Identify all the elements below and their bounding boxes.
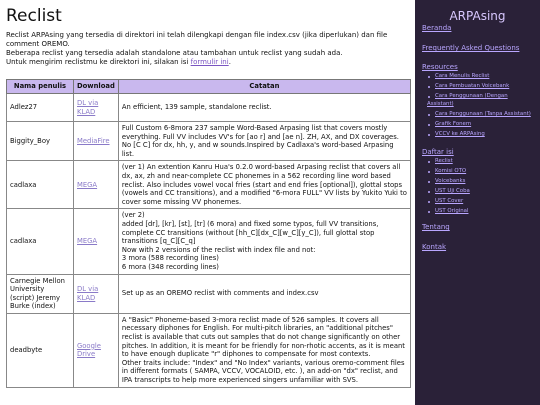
intro-line-2: Beberapa reclist yang tersedia adalah standalone atau tambahan untuk reclist yang sudah ada. [6,49,343,57]
nav-ust-cover[interactable]: UST Cover [435,198,464,204]
nav-grafik-fonem[interactable]: Grafik Fonem [435,121,472,127]
table-header-row [7,80,411,94]
note-line: Now with 2 versions of the reclist with index file and not: [121,245,316,254]
table-row [7,274,411,313]
download-link[interactable]: MEGA [77,237,98,246]
nav-kontak[interactable]: Kontak [422,243,447,251]
author-cell: Carnegie Mellon University (script) Jeremy Burke (index) [7,274,74,313]
intro-line-3 [6,58,411,67]
nav-komisi-oto[interactable]: Komisi OTO [435,168,467,174]
download-link[interactable]: MEGA [77,180,98,189]
author-cell: Biggity_Boy [7,122,74,161]
author-cell: deadbyte [7,313,74,387]
table-row [7,209,411,274]
download-link[interactable]: MediaFire [77,136,110,145]
note-line: (ver 2) [121,211,145,220]
nav-cara-penggunaan-assistant[interactable]: Cara Penggunaan (Dengan [435,93,508,99]
table-row [7,94,411,122]
note-cell: (ver 1) An extention Kanru Hua's 0.2.0 word-based Arpasing reclist that covers all dx, ax, zh and near-complete CC phonemes in a 562 recording line word based reclist. Also includes vowel vocal fries (start and end fries [optional]), glottal stops (vowels and CC transitions), and a modified "6-mora FULL" VV lists by Yukito Yuki to cover some missing VV phonemes. [118,161,410,209]
download-link[interactable]: DL via KLAD [77,98,99,116]
bullet-icon [428,114,430,116]
nav-daftar-isi[interactable]: Daftar isi [422,148,454,156]
note-line: 3 mora (588 recording lines) [121,254,219,263]
download-cell [74,313,119,387]
nav-tentang[interactable]: Tentang [422,223,450,231]
site-title[interactable]: ARPAsing [449,9,506,23]
nav-ust-uji-coba[interactable]: UST Uji Coba [435,188,470,194]
note-cell [118,209,410,274]
table-row [7,122,411,161]
nav-cara-penggunaan-tanpa-assistant[interactable]: Cara Penggunaan (Tanpa Assistant) [435,111,531,117]
nav-voicebanks[interactable]: Voicebanks [435,178,466,184]
table-row [7,161,411,209]
bullet-icon [428,161,430,163]
bullet-icon [428,124,430,126]
nav-cara-pembuatan-voicebank[interactable]: Cara Pembuatan Voicebank [435,83,510,89]
nav-cara-penggunaan-assistant-cont[interactable]: Assistant) [427,101,454,107]
nav-cara-menulis-reclist[interactable]: Cara Menulis Reclist [435,73,490,79]
bullet-icon [428,211,430,213]
author-cell: cadlaxa [7,161,74,209]
download-cell [74,274,119,313]
header-download: Download [74,80,119,94]
note-cell: An efficient, 139 sample, standalone reclist. [118,94,410,122]
form-link[interactable]: formulir ini [190,58,229,66]
note-cell: Full Custom 6-8mora 237 sample Word-Based Arpasing list that covers mostly everything. Full VV includes VV's for [ao r] and [ae n]. ZH, AX, and DX coverages. No [C C] for dx, hh, y, and w sounds.Inspired by Cadlaxa's word-based Arpasing list. [118,122,410,161]
header-notes: Catatan [118,80,410,94]
bullet-icon [428,201,430,203]
intro-line-3-text: Untuk mengirim reclistmu ke direktori ini, silakan isi [6,58,191,66]
sidebar [415,0,540,405]
nav-reclist[interactable]: Reclist [435,158,453,164]
author-cell: cadlaxa [7,209,74,274]
download-link[interactable]: DL via KLAD [77,285,99,302]
download-link[interactable]: Google Drive [77,341,101,359]
download-cell [74,161,119,209]
bullet-icon [428,86,430,88]
nav-vccv-ke-arpasing[interactable]: VCCV ke ARPAsing [435,131,485,137]
bullet-icon [428,191,430,193]
header-author: Nama penulis [7,80,74,94]
intro-line-1: Reclist ARPAsing yang tersedia di direktori ini telah dilengkapi dengan file index.csv (jika diperlukan) dan file comment OREMO. [6,31,388,48]
intro-line-3-end: . [228,58,231,66]
nav-faq[interactable]: Frequently Asked Questions [422,44,520,52]
nav-beranda[interactable]: Beranda [422,24,452,32]
author-cell: Adlez27 [7,94,74,122]
bullet-icon [428,181,430,183]
note-line: A "Basic" Phoneme-based 3-mora reclist made of 526 samples. It covers all necessary diphones for English. For multi-pitch libraries, an "additional pitches" reclist is available that cuts out samples that do not change significantly on other pitches. In addition, it is meant for be friendly for non-rhotic accents, as it is meant to have enough duplicate "r" diphones to compensate for most contexts. [121,315,405,359]
note-cell: Set up as an OREMO reclist with comments and index.csv [118,274,410,313]
download-cell [74,209,119,274]
bullet-icon [428,171,430,173]
nav-ust-original[interactable]: UST Original [435,208,469,214]
note-line: added [dr], [kr], [st], [tr] (6 mora) and fixed some typos, full VV transitions, complete CC transitions (without [hh_C][dx_C][w_C][y_C]), full glottal stop transitions [q_C][C_q] [121,219,379,246]
note-line: 6 mora (348 recording lines) [121,262,219,271]
bullet-icon [428,96,430,98]
note-line: Other traits include: "Index" and "No Index" variants, various oremo-comment files in different formats ( SAMPA, VCCV, VOCALOID, etc. ), an add-on "dx" reclist, and IPA transcripts to help more experienced singers unfamiliar with SVS. [121,358,405,385]
nav-resources[interactable]: Resources [422,63,458,71]
download-cell [74,94,119,122]
bullet-icon [428,134,430,136]
table-row [7,313,411,387]
download-cell [74,122,119,161]
page-title: Reclist [6,6,62,26]
bullet-icon [428,76,430,78]
note-cell [118,313,410,387]
intro-text [6,31,411,67]
reclist-table [6,79,411,388]
